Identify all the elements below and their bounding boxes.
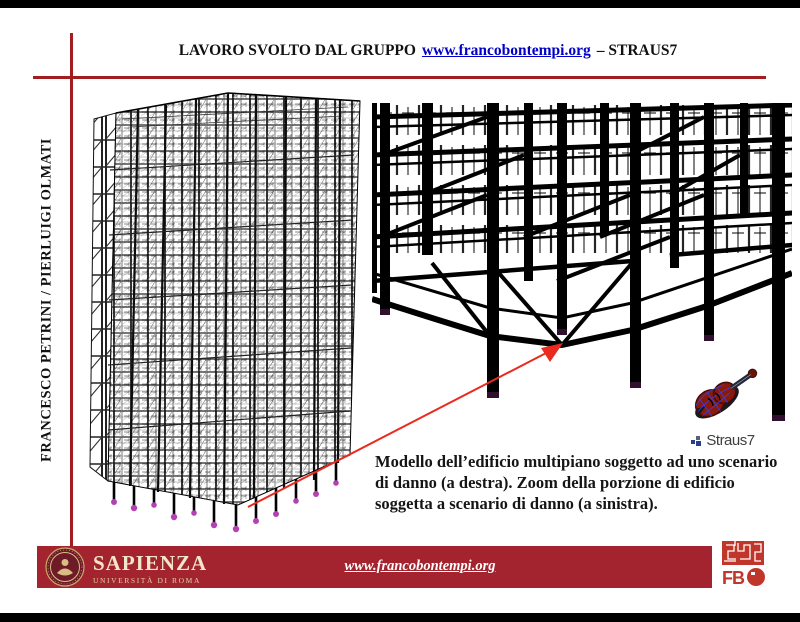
footer-band [37,546,712,588]
bottom-border-bar [0,613,800,622]
violin-icon [677,360,769,426]
footer-link[interactable]: www.francobontempi.org [344,558,496,574]
figure-caption: Modello dell’edificio multipiano soggetto ad uno scenario di danno (a destra). Zoom della porzione di edificio soggetta a scenario di danno (a sinistra). [375,452,778,513]
slide-title-prefix: LAVORO SVOLTO DAL GRUPPO [178,42,416,59]
fbo-letters: FB [722,568,744,588]
top-border-bar [0,0,800,8]
straus7-logo [668,360,778,449]
header-red-rule [33,76,766,79]
left-red-rule [70,33,73,546]
sapienza-seal-icon [45,547,85,587]
footer-link-wrap [300,557,540,575]
straus7-label: Straus7 [706,432,755,449]
sapienza-wordmark: SAPIENZA [93,550,208,575]
fbo-seal-icon [718,538,768,588]
sapienza-logo [45,547,207,587]
header-link[interactable]: www.francobontempi.org [421,42,591,59]
sapienza-subtitle: UNIVERSITÀ DI ROMA [93,575,201,585]
slide-title-suffix: – STRAUS7 [596,42,678,59]
authors-vertical-label: FRANCESCO PETRINI / PIERLUIGI OLMATI [38,138,55,462]
straus7-pixel-icon [691,435,703,447]
slide-title [90,42,766,60]
